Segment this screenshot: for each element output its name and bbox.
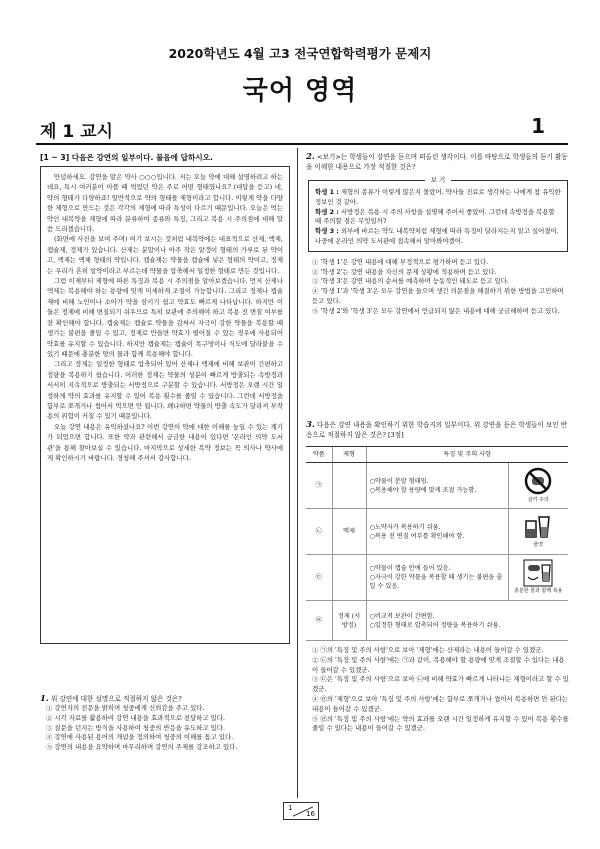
table-row xyxy=(306,601,568,641)
table-row xyxy=(306,509,568,555)
student-comment xyxy=(315,227,561,247)
passage-paragraph: (화면에 사진을 보여 주며) 여기 보시는 것처럼 내복약에는 대표적으로 산제, 액제, 캡슐제, 정제가 있습니다. 산제는 분말이나 아주 작은 알갱이 형태의 가루로 된 약이고, 액제는 액체 형태의 약입니다. 캡슐제는 약물을 캡슐에 넣은 형태의 약이고, 정제는 우리가 흔히 알약이라고 부르는데 약물을 압축해서 일정한 형태로 만든 것입니다. xyxy=(47,235,283,275)
header-rule xyxy=(36,143,568,145)
example-box xyxy=(308,176,568,252)
row-illustration xyxy=(508,509,568,555)
question-number: 3. xyxy=(306,420,315,430)
passage-paragraph: 그리고 정제는 일정한 형태로 압축되어 있어 산제나 액제에 비해 보관이 간편하고 정량을 복용하기 쉽습니다. 이러한 정제는 약물의 성분이 빠르게 방출되는 속방정과 서서히 지속적으로 방출되는 서방정으로 구분할 수 있습니다. 서방정은 오랜 시간 일정하게 약의 효과를 유지할 수 있어 복용 횟수를 줄일 수 있습니다. 그런데 서방정을 함부로 쪼개거나 씹어서 먹으면 안 됩니다. 왜냐하면 약물의 방출 속도가 달라져 부작용의 위험이 커질 수 있기 때문입니다. xyxy=(47,360,283,421)
row-mark: ㉡ xyxy=(306,509,332,555)
student-name: 학생 2 : xyxy=(315,207,339,216)
passage-paragraph: 그럼 이제부터 제형에 따른 특징과 복용 시 주의점을 알아보겠습니다. 먼저 산제나 액제는 복용해야 하는 용량에 맞게 미세하게 조절이 가능합니다. 그리고 정제나 캡슐제에 비해 노인이나 소아가 약을 삼키기 쉽고 약효도 빠르게 나타납니다. 하지만 이 둘은 정제에 비해 변질되기 쉬우므로 특히 보관에 주의해야 하고 복용 전 변질 여부를 잘 확인해야 합니다. 캡슐제는 캡슐로 약물을 감싸서 자극이 강한 약물을 복용할 때 생기는 불편을 줄일 수 있고, 정제로 만들면 약효가 떨어질 수 있는 경우에 사용되어 약효를 유지할 수 있습니다. 하지만 캡슐제는 캡슐이 목구멍이나 식도에 달라붙을 수 있기 때문에 충분한 양의 물과 함께 복용해야 합니다. xyxy=(47,277,283,358)
student-comment-text: 외부에 바르는 약도 내복약처럼 제형에 따라 특징이 달라지는지 알고 싶어졌어. 나중에 온라인 의약 도서관에 접속해서 알아봐야겠어. xyxy=(315,227,559,245)
row-form: 정제 (서방정) xyxy=(332,601,366,641)
answer-option[interactable]: ① 강연자의 전문을 밝히며 청중에게 신뢰감을 주고 있다. xyxy=(46,704,205,712)
passage-instruction: [1 ~ 3] 다음은 강연의 일부이다. 물음에 답하시오. xyxy=(40,153,213,162)
answer-option[interactable]: ⑤ 강연의 내용을 요약하며 마무리하며 강연의 주제를 강조하고 있다. xyxy=(46,743,238,752)
row-features xyxy=(366,555,508,601)
row-features xyxy=(366,463,508,509)
row-features xyxy=(366,509,508,555)
feature-line: ○비교적 보관이 간편함. xyxy=(369,612,435,620)
answer-option[interactable]: ③ '학생 3'은 강연 내용의 순서를 예측하며 능동적인 태도로 듣고 있다. xyxy=(312,277,509,286)
page-number: 1 xyxy=(531,114,545,138)
no-chewing-pill-icon xyxy=(523,466,553,496)
row-mark: ㉢ xyxy=(306,555,332,601)
row-form: 액제 xyxy=(332,509,366,555)
table-header: 약품 xyxy=(306,447,332,463)
image-caption: 물약 xyxy=(533,542,544,548)
table-row xyxy=(306,555,568,601)
footer-page: 1 xyxy=(288,804,293,812)
answer-option[interactable]: ⑤ '학생 2'와 '학생 3'은 모두 강연에서 언급되지 않은 내용에 대해 궁금해하며 듣고 있다. xyxy=(312,306,560,315)
question-stem: 다음은 강연 내용을 확인하기 위한 학습지의 일부이다. 위 강연을 듣은 학생들이 보인 반응으로 적절하지 않은 것은? [3점] xyxy=(306,421,568,439)
feature-line: ○일정한 형태로 압축되어 정량을 복용하기 쉬움. xyxy=(369,621,501,629)
answer-option[interactable]: ② 시각 자료를 활용하여 강연 내용을 효과적으로 전달하고 있다. xyxy=(46,713,226,722)
passage-paragraph: 안녕하세요. 강연을 맡은 약사 ○○○입니다. 저는 오늘 약에 대해 설명하려고 하는데요, 특시 여러분이 아플 때 먹었던 약은 주로 어떤 형태였나요? (대답을 듣고) 네, 약의 형태가 다양하죠! 일반적으로 약의 형태를 제형이라고 합니다. 이렇게 약을 다양한 제형으로 만드는 것은 각각의 제형에 따라 특성이 다르기 때문입니다. 오늘은 먹는 약인 내복약을 제형에 따라 분류하여 종류와 특징, 그리고 복용 시 주의점에 대해 말씀 드리겠습니다. xyxy=(47,173,283,234)
answer-option[interactable]: ② ㉡의 '특징 및 주의 사항'에는 ㉠과 같이, 복용해야 할 용량에 맞게 조절할 수 있다는 내용이 들어갈 수 있겠군. xyxy=(312,655,565,674)
session-label: 제 1 교시 xyxy=(40,122,113,142)
answer-options xyxy=(306,258,570,317)
feature-line: ○자극이 강한 약물을 복용할 때 생기는 불편을 줄일 수 있음. xyxy=(369,574,503,590)
question-3 xyxy=(306,420,570,734)
student-name: 학생 3 : xyxy=(315,227,339,236)
liquid-medicine-icon xyxy=(523,513,553,541)
feature-line: ○복용해야 할 용량에 맞게 조절 가능함. xyxy=(369,486,477,494)
question-1 xyxy=(40,694,292,753)
subject-title: 국어 영역 xyxy=(242,76,358,106)
answer-option[interactable]: ④ ㉣의 '제형'으로 보아 '특징 및 주의 사항'에는 함부로 쪼개거나 씹어서 복용하면 안 된다는 내용이 들어갈 수 있겠군. xyxy=(312,694,569,713)
row-illustration xyxy=(508,463,568,509)
row-form xyxy=(332,463,366,509)
row-mark: ㉠ xyxy=(306,463,332,509)
question-stem: <보기>는 학생들이 강연을 듣으며 떠올린 생각이다. 이를 바탕으로 학생들의 듣기 활동을 이해한 내용으로 가장 적절한 것은? xyxy=(306,153,568,171)
row-illustration xyxy=(508,555,568,601)
table-header: 제형 xyxy=(332,447,366,463)
answer-options xyxy=(40,704,292,753)
row-form xyxy=(332,555,366,601)
answer-option[interactable]: ① '학생 1'은 강연 내용에 대해 부정적으로 평가하며 듣고 있다. xyxy=(312,257,489,266)
page-footer xyxy=(283,802,319,820)
student-name: 학생 1 : xyxy=(315,188,339,196)
worksheet-table xyxy=(306,446,568,641)
row-mark: ㉣ xyxy=(306,601,332,641)
student-comment-text: 제형의 종류가 이렇게 많은지 몰랐어. 약사들 진료로 생각하는 나에게 참 유익한 정보인 것 같아. xyxy=(315,188,561,206)
question-stem: 위 강연에 대한 설명으로 적절하지 않은 것은? xyxy=(50,695,182,703)
question-number: 1. xyxy=(40,694,49,704)
feature-line: ○약물이 캡슐 안에 들어 있음. xyxy=(369,565,451,572)
column-divider xyxy=(297,148,298,798)
question-number: 2. xyxy=(306,152,315,162)
feature-line: ○노약자가 복용하기 쉬움. xyxy=(369,523,441,531)
answer-option[interactable]: ① ㉠의 '특징 및 주의 사항'으로 보아 '제형'에는 산제라는 내용이 들어갈 수 있겠군. xyxy=(312,646,544,654)
passage-paragraph: 오늘 강연 내용은 유익하셨나요? 이번 강연이 약에 대한 이해를 높일 수 있는 계기가 되었으면 합니다. 또한 약과 관련해서 궁금한 내용이 있다면 '온라인 의약 도서관'을 통해 찾아보실 수 있습니다. 마지막으로 상세한 복약 정보는 꼭 의사나 약사에게 확인하시기 바랍니다. 경청해 주셔서 감사합니다. xyxy=(47,422,283,462)
feature-line: ○약물이 분말 형태임. xyxy=(369,477,429,485)
image-caption: 삼키 주의 xyxy=(527,497,549,503)
answer-options xyxy=(306,646,570,734)
feature-line: ○복용 전 변질 여부를 확인해야 함. xyxy=(369,532,465,540)
table-header: 특징 및 주의 사항 xyxy=(366,447,568,463)
student-comment xyxy=(315,188,561,208)
student-comment xyxy=(315,208,561,228)
answer-option[interactable]: ③ 질문을 던지는 방식을 사용하여 청중의 반응을 유도하고 있다. xyxy=(46,723,226,732)
exam-title: 2020학년도 4월 고3 전국연합학력평가 문제지 xyxy=(168,46,432,61)
image-caption: 충분한 물과 함께 복용 xyxy=(514,588,563,594)
example-box-label: 보 기 xyxy=(425,176,451,184)
row-features xyxy=(366,601,568,641)
answer-option[interactable]: ④ '학생 1'과 '학생 3'은 모두 강연을 들으며 생긴 의문점을 해결하기 위한 방법을 고민하며 듣고 있다. xyxy=(312,287,564,305)
answer-option[interactable]: ⑤ ㉣의 '특징 및 주의 사항'에는 약의 효과를 오랜 시간 일정하게 유지할 수 있어 복용 횟수를 줄일 수 있다는 내용이 들어갈 수 있겠군. xyxy=(312,714,569,733)
passage-box xyxy=(40,166,290,644)
answer-option[interactable]: ③ ㉢은 '특징 및 주의 사항'으로 보아 ㉡에 비해 약효가 빠르게 나타나는 제형이라고 할 수 있겠군. xyxy=(312,675,569,694)
student-comment-text: 서방정은 복용 시 주의 사항을 설명해 주어서 좋았어. 그런데 속방정을 복용할 때 주의할 점은 무엇일까? xyxy=(315,207,555,226)
table-row xyxy=(306,463,568,509)
capsule-with-water-icon xyxy=(523,559,553,587)
answer-option[interactable]: ② '학생 2'는 강연 내용을 자신의 문제 상황에 적용하며 듣고 있다. xyxy=(312,267,497,276)
answer-option[interactable]: ④ 강연에 사용된 용어의 개념을 정의하여 청중의 이해를 돕고 있다. xyxy=(46,733,234,742)
question-2 xyxy=(306,152,570,317)
footer-total: 16 xyxy=(306,810,315,818)
